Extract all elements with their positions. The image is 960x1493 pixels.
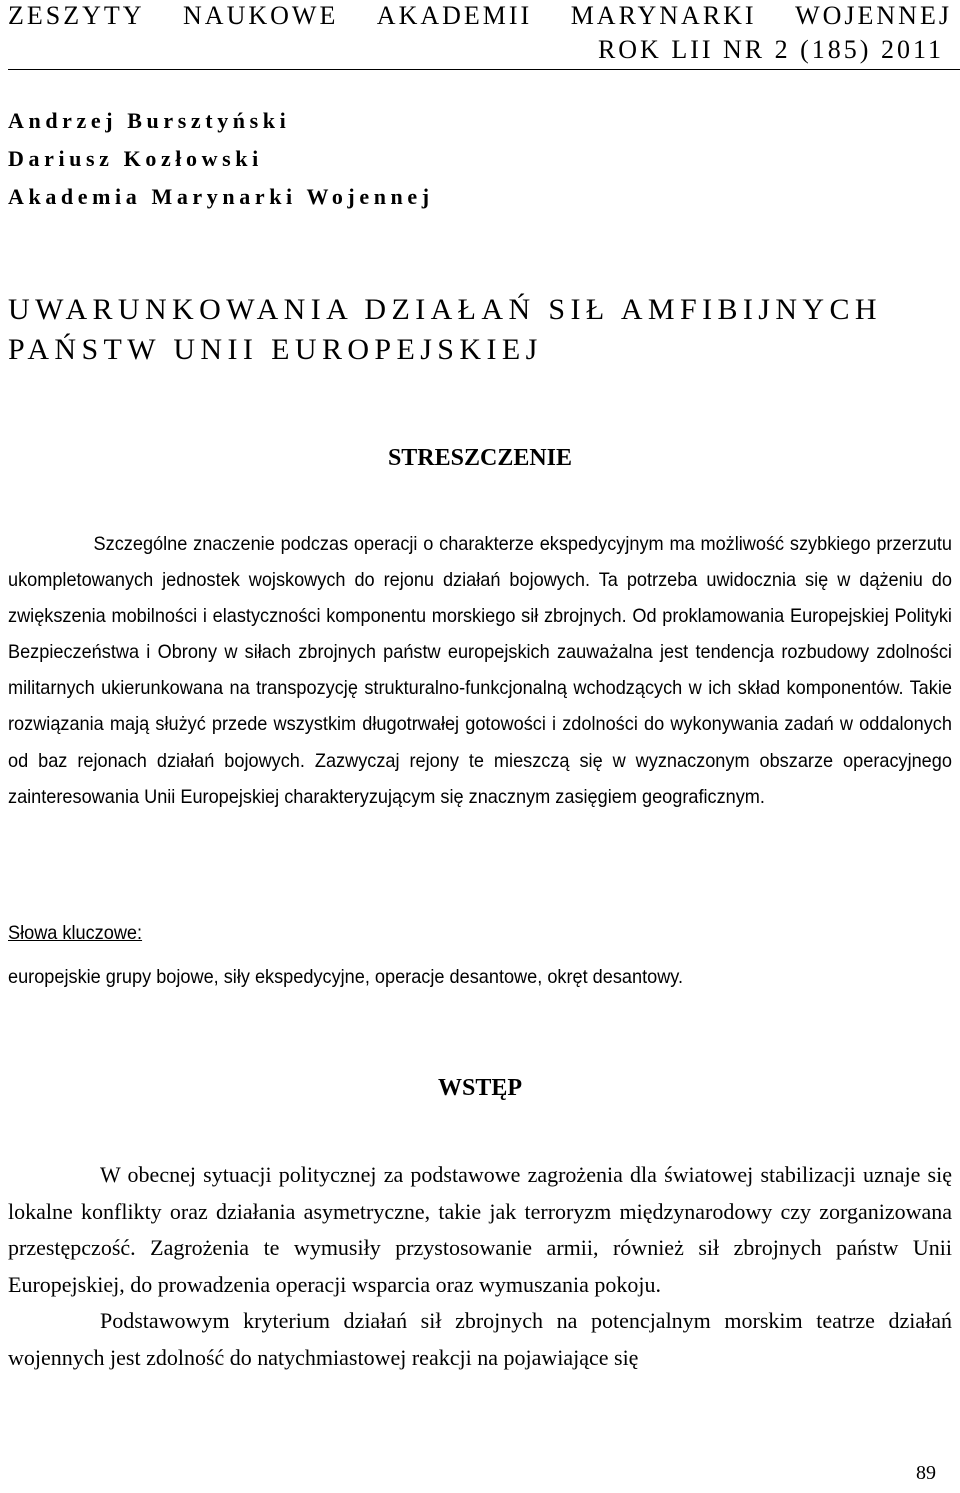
author-block (8, 102, 434, 216)
abstract-text: Szczególne znaczenie podczas operacji o charakterze ekspedycyjnym ma możliwość szybkiego przerzutu ukompletowanych jednostek wojskowych do rejonu działań bojowych. Ta potrzeba uwidocznia się w dążeniu do zwiększenia mobilności i elastyczności komponentu morskiego sił zbrojnych. Od proklamowania Europejskiej Polityki Bezpieczeństwa i Obrony w siłach zbrojnych państw europejskich zauważalna jest tendencja rozbudowy zdolności militarnych ukierunkowana na transpozycję strukturalno-funkcjonalną wchodzących w ich skład komponentów. Takie rozwiązania mają służyć przede wszystkim długotrwałej gotowości i zdolności do wykonywania zadań w oddalonych od baz rejonach działań bojowych. Zazwyczaj rejony te mieszczą się w wyznaczonym obszarze operacyjnego zainteresowania Unii Europejskiej charakteryzującym się znacznym zasięgiem geograficznym. (8, 533, 952, 808)
keywords-label: Słowa kluczowe: (8, 922, 143, 944)
header-rule (8, 69, 960, 70)
paragraph: Podstawowym kryterium działań sił zbrojnych na potencjalnym morskim teatrze działań wojennych jest zdolność do natychmiastowej reakcji na pojawiające się (8, 1308, 952, 1370)
introduction-heading: WSTĘP (437, 1075, 523, 1101)
abstract-heading: STRESZCZENIE (387, 445, 573, 471)
paragraph: W obecnej sytuacji politycznej za podstawowe zagrożenia dla światowej stabilizacji uznaje się lokalne konflikty oraz działania asymetryczne, takie jak terroryzm międzynarodowy czy zorganizowana przestępczość. Zagrożenia te wymusiły przystosowanie armii, również sił zbrojnych państw Unii Europejskiej, do prowadzenia operacji wsparcia oraz wymuszania pokoju. (8, 1162, 952, 1297)
introduction-body (8, 1157, 952, 1376)
page-number: 89 (916, 1462, 936, 1484)
journal-word: WOJENNEJ (795, 1, 952, 30)
title-line: UWARUNKOWANIA DZIAŁAŃ SIŁ AMFIBIJNYCH (8, 293, 882, 326)
journal-word: MARYNARKI (570, 1, 757, 30)
journal-word: NAUKOWE (183, 1, 339, 30)
author-name: Andrzej Bursztyński (8, 108, 291, 133)
journal-word: AKADEMII (376, 1, 533, 30)
article-title (8, 290, 952, 370)
journal-word: ZESZYTY (8, 1, 145, 30)
author-name: Dariusz Kozłowski (8, 146, 263, 171)
title-line: PAŃSTW UNII EUROPEJSKIEJ (8, 333, 543, 366)
affiliation: Akademia Marynarki Wojennej (8, 184, 434, 209)
journal-issue: ROK LII NR 2 (185) 2011 (597, 35, 944, 64)
keywords-text: europejskie grupy bojowe, siły ekspedycyjne, operacje desantowe, okręt desantowy. (8, 966, 684, 988)
journal-name (8, 0, 952, 32)
